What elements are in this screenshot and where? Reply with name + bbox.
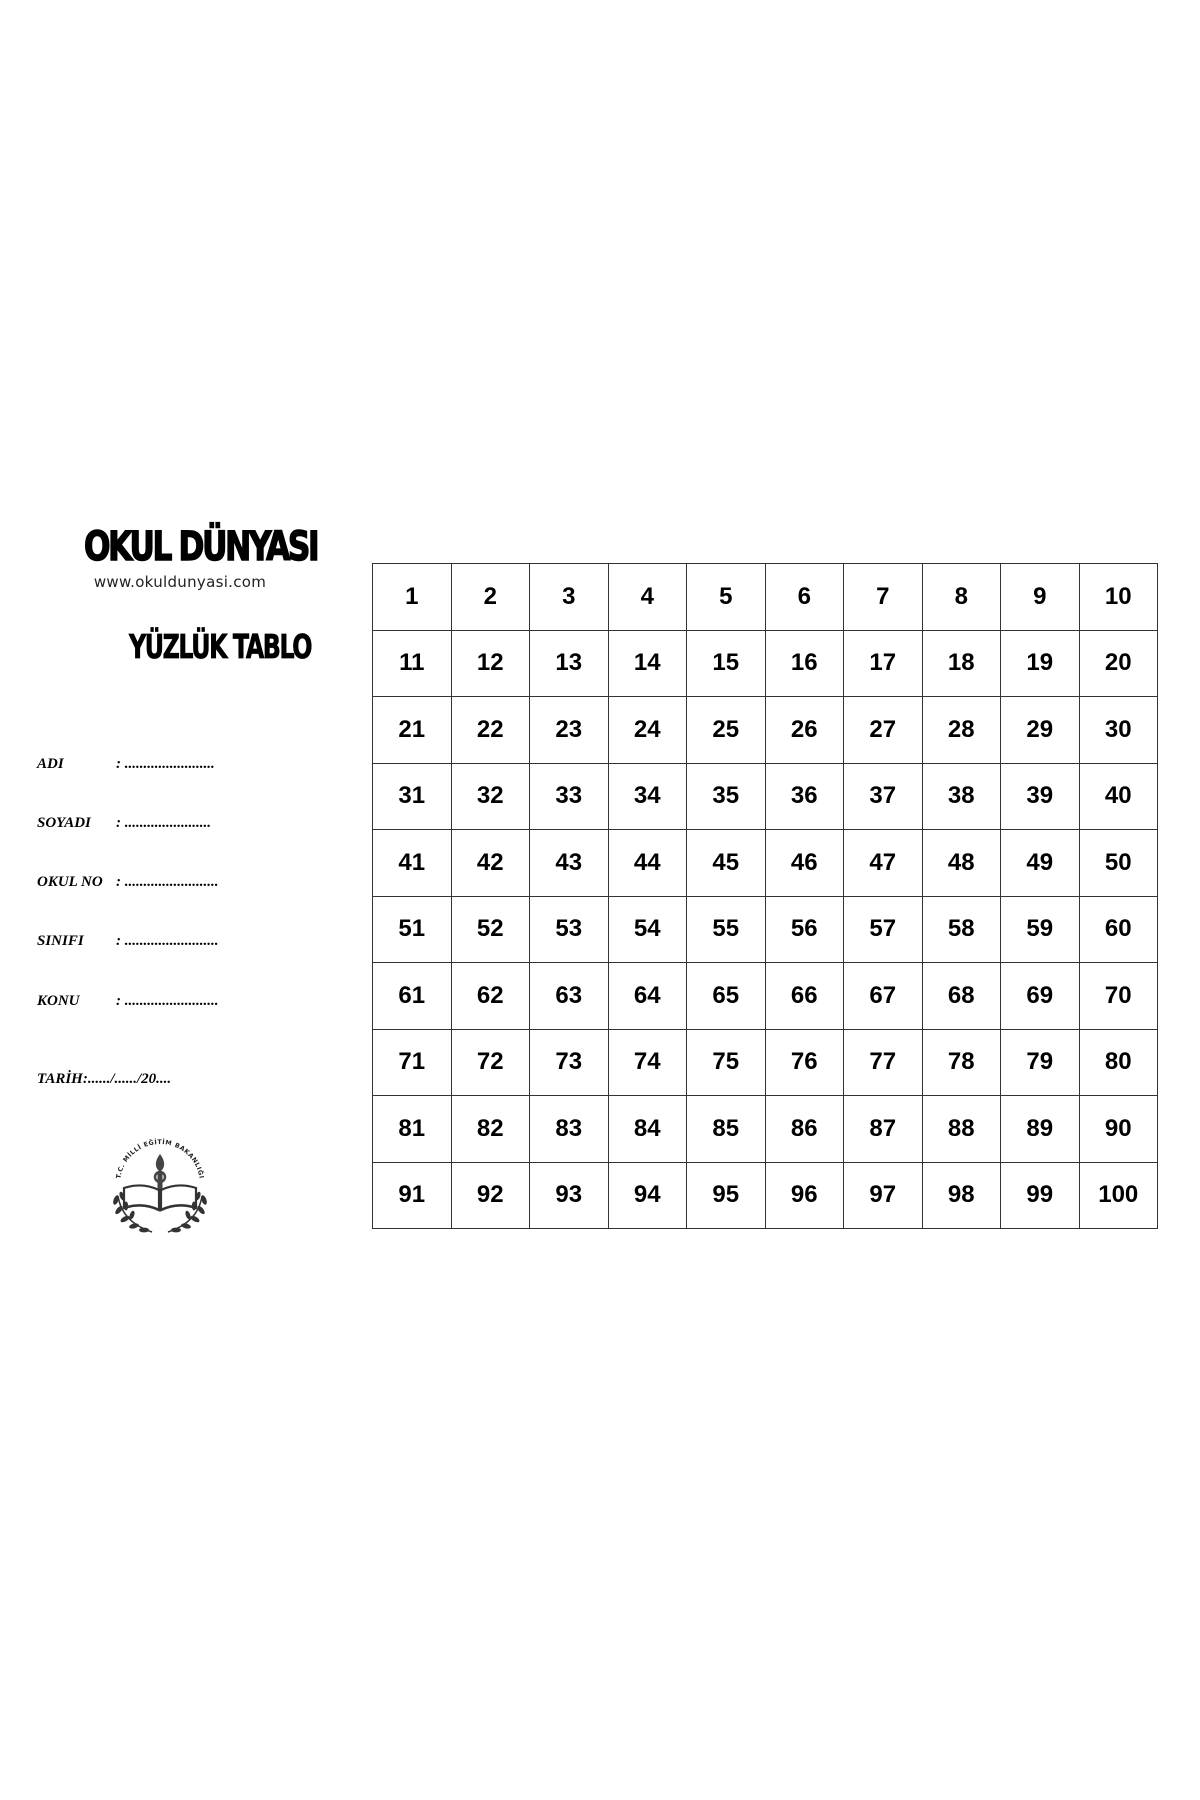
table-cell: 52 xyxy=(451,896,530,963)
table-cell: 14 xyxy=(608,630,687,697)
table-cell: 67 xyxy=(844,963,923,1030)
table-cell: 42 xyxy=(451,830,530,897)
form-field-class xyxy=(37,931,219,951)
table-cell: 68 xyxy=(922,963,1001,1030)
form-field-blank: : ......................... xyxy=(116,993,219,1009)
table-cell: 61 xyxy=(373,963,452,1030)
table-cell: 88 xyxy=(922,1096,1001,1163)
table-cell: 26 xyxy=(765,697,844,764)
table-row xyxy=(373,697,1158,764)
table-cell: 8 xyxy=(922,564,1001,631)
table-cell: 31 xyxy=(373,763,452,830)
table-cell: 92 xyxy=(451,1162,530,1229)
table-cell: 94 xyxy=(608,1162,687,1229)
table-cell: 1 xyxy=(373,564,452,631)
table-cell: 13 xyxy=(530,630,609,697)
date-field: TARİH:....../....../20.... xyxy=(37,1071,172,1087)
sheet-title: YÜZLÜK TABLO xyxy=(129,627,312,666)
table-cell: 96 xyxy=(765,1162,844,1229)
table-cell: 39 xyxy=(1001,763,1080,830)
table-cell: 98 xyxy=(922,1162,1001,1229)
table-cell: 24 xyxy=(608,697,687,764)
table-cell: 10 xyxy=(1079,564,1158,631)
table-cell: 43 xyxy=(530,830,609,897)
table-cell: 23 xyxy=(530,697,609,764)
table-cell: 82 xyxy=(451,1096,530,1163)
table-cell: 84 xyxy=(608,1096,687,1163)
table-cell: 93 xyxy=(530,1162,609,1229)
table-cell: 56 xyxy=(765,896,844,963)
table-cell: 72 xyxy=(451,1029,530,1096)
table-cell: 62 xyxy=(451,963,530,1030)
table-cell: 76 xyxy=(765,1029,844,1096)
table-cell: 35 xyxy=(687,763,766,830)
table-cell: 40 xyxy=(1079,763,1158,830)
table-cell: 9 xyxy=(1001,564,1080,631)
table-row xyxy=(373,1029,1158,1096)
table-cell: 36 xyxy=(765,763,844,830)
table-cell: 33 xyxy=(530,763,609,830)
form-field-school-no xyxy=(37,872,219,892)
table-cell: 71 xyxy=(373,1029,452,1096)
table-cell: 53 xyxy=(530,896,609,963)
table-row xyxy=(373,1162,1158,1229)
table-cell: 25 xyxy=(687,697,766,764)
brand-url: www.okuldunyasi.com xyxy=(93,573,267,591)
table-cell: 95 xyxy=(687,1162,766,1229)
form-field-blank: : ........................ xyxy=(116,756,215,772)
table-cell: 6 xyxy=(765,564,844,631)
table-cell: 11 xyxy=(373,630,452,697)
table-cell: 60 xyxy=(1079,896,1158,963)
table-cell: 54 xyxy=(608,896,687,963)
form-field-label: SOYADI xyxy=(37,815,91,831)
table-cell: 48 xyxy=(922,830,1001,897)
table-cell: 69 xyxy=(1001,963,1080,1030)
table-cell: 27 xyxy=(844,697,923,764)
table-cell: 65 xyxy=(687,963,766,1030)
table-cell: 78 xyxy=(922,1029,1001,1096)
table-cell: 75 xyxy=(687,1029,766,1096)
table-cell: 74 xyxy=(608,1029,687,1096)
form-field-label: OKUL NO xyxy=(37,874,103,890)
table-cell: 49 xyxy=(1001,830,1080,897)
table-row xyxy=(373,896,1158,963)
form-field-label: KONU xyxy=(37,993,80,1009)
table-cell: 37 xyxy=(844,763,923,830)
table-cell: 59 xyxy=(1001,896,1080,963)
form-field-topic xyxy=(37,991,219,1011)
table-cell: 18 xyxy=(922,630,1001,697)
table-cell: 46 xyxy=(765,830,844,897)
table-cell: 7 xyxy=(844,564,923,631)
table-row xyxy=(373,564,1158,631)
table-cell: 15 xyxy=(687,630,766,697)
table-cell: 77 xyxy=(844,1029,923,1096)
form-field-label: SINIFI xyxy=(37,933,84,949)
brand-title: OKUL DÜNYASI xyxy=(84,524,318,570)
table-cell: 64 xyxy=(608,963,687,1030)
table-cell: 2 xyxy=(451,564,530,631)
table-cell: 100 xyxy=(1079,1162,1158,1229)
table-cell: 85 xyxy=(687,1096,766,1163)
table-cell: 44 xyxy=(608,830,687,897)
table-cell: 12 xyxy=(451,630,530,697)
table-cell: 45 xyxy=(687,830,766,897)
ministry-of-education-emblem-icon xyxy=(102,1126,218,1242)
form-field-label: ADI xyxy=(37,756,64,772)
svg-text:T.C. MİLLÎ EĞİTİM BAKANLIĞI: T.C. MİLLÎ EĞİTİM BAKANLIĞI xyxy=(115,1138,205,1180)
table-cell: 73 xyxy=(530,1029,609,1096)
table-cell: 41 xyxy=(373,830,452,897)
table-cell: 87 xyxy=(844,1096,923,1163)
table-cell: 20 xyxy=(1079,630,1158,697)
table-cell: 80 xyxy=(1079,1029,1158,1096)
table-cell: 19 xyxy=(1001,630,1080,697)
table-cell: 57 xyxy=(844,896,923,963)
table-cell: 79 xyxy=(1001,1029,1080,1096)
table-cell: 97 xyxy=(844,1162,923,1229)
table-cell: 17 xyxy=(844,630,923,697)
table-cell: 51 xyxy=(373,896,452,963)
table-cell: 63 xyxy=(530,963,609,1030)
table-cell: 83 xyxy=(530,1096,609,1163)
table-cell: 32 xyxy=(451,763,530,830)
table-cell: 4 xyxy=(608,564,687,631)
table-cell: 22 xyxy=(451,697,530,764)
table-cell: 70 xyxy=(1079,963,1158,1030)
table-cell: 89 xyxy=(1001,1096,1080,1163)
table-cell: 90 xyxy=(1079,1096,1158,1163)
table-cell: 28 xyxy=(922,697,1001,764)
table-cell: 21 xyxy=(373,697,452,764)
form-field-blank: : ......................... xyxy=(116,933,219,949)
form-field-name xyxy=(37,754,215,774)
table-cell: 3 xyxy=(530,564,609,631)
table-cell: 66 xyxy=(765,963,844,1030)
form-field-blank: : ....................... xyxy=(116,815,211,831)
table-row xyxy=(373,630,1158,697)
table-row xyxy=(373,763,1158,830)
table-cell: 58 xyxy=(922,896,1001,963)
form-field-blank: : ......................... xyxy=(116,874,219,890)
table-cell: 34 xyxy=(608,763,687,830)
table-cell: 38 xyxy=(922,763,1001,830)
table-cell: 81 xyxy=(373,1096,452,1163)
form-field-surname xyxy=(37,813,211,833)
table-row xyxy=(373,963,1158,1030)
table-cell: 47 xyxy=(844,830,923,897)
table-cell: 91 xyxy=(373,1162,452,1229)
hundred-table xyxy=(372,563,1158,1229)
table-cell: 5 xyxy=(687,564,766,631)
table-cell: 99 xyxy=(1001,1162,1080,1229)
table-cell: 55 xyxy=(687,896,766,963)
table-cell: 86 xyxy=(765,1096,844,1163)
table-cell: 30 xyxy=(1079,697,1158,764)
table-cell: 16 xyxy=(765,630,844,697)
table-cell: 29 xyxy=(1001,697,1080,764)
table-row xyxy=(373,830,1158,897)
table-cell: 50 xyxy=(1079,830,1158,897)
table-row xyxy=(373,1096,1158,1163)
